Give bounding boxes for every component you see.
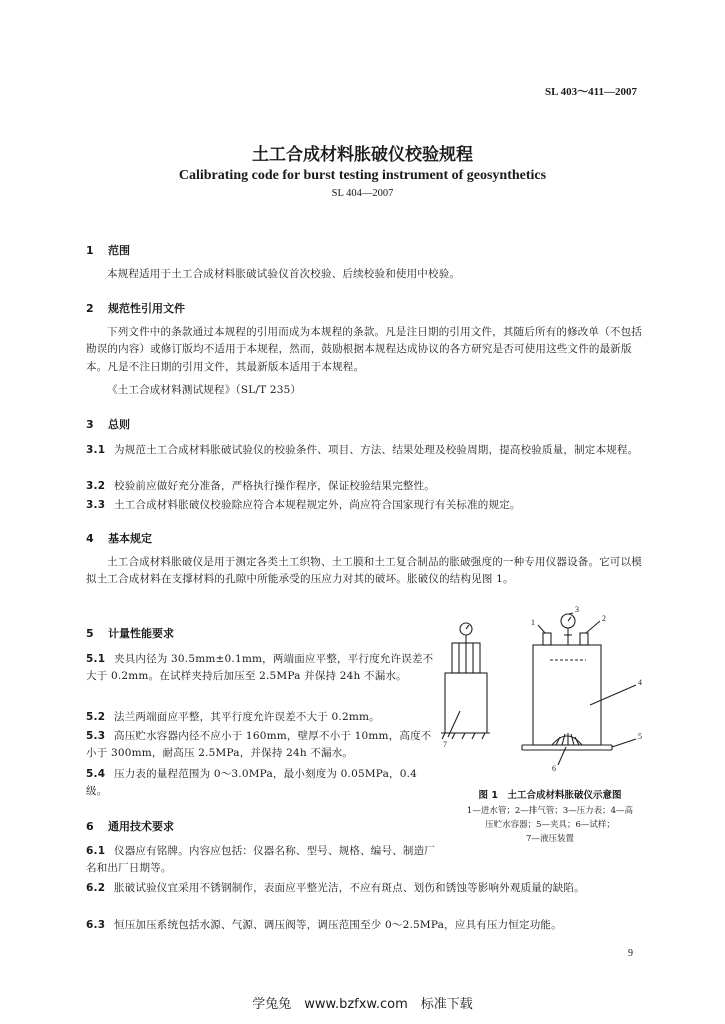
section-2-text: 下列文件中的条款通过本规程的引用而成为本规程的条款。凡是注日期的引用文件，其随后所有的修改单（不包括勘误的内容）或修订版均不适用于本规程，然而，鼓励根据本规程达成协议的各方研究是否可使用这些文件的最新版本。凡是不注日期的引用文件，其最新版本适用于本规程。 [86,326,642,373]
section-1-text: 本规程适用于土工合成材料胀破试验仪首次校验、后续校验和使用中校验。 [107,268,461,280]
figure-label-6: 6 [552,764,556,773]
pressure-container [522,613,636,765]
section-2-reference: 《土工合成材料测试规程》（SL/T 235） [107,384,302,396]
section-2-heading: 2 规范性引用文件 [86,302,185,315]
figure-label-1: 1 [531,618,535,627]
figure-label-4: 4 [638,678,642,687]
figure-label-7: 7 [443,740,447,749]
figure-label-5: 5 [638,732,642,741]
figure-label-2: 2 [602,614,606,623]
figure-legend: 1—进水管；2—排气管；3—压力表；4—高 压贮水容器；5—夹具；6—试样； 7—液压装置 [466,806,634,844]
section-4-text: 土工合成材料胀破仪是用于测定各类土工织物、土工膜和土工复合制品的胀破强度的一种专用仪器设备。它可以模拟土工合成材料在支撑材料的孔隙中所能承受的压应力对其的破坏。胀破仪的结构见图 1。 [86,556,642,586]
section-1-heading: 1 范围 [86,244,130,257]
clause-5-4: 5.4 压力表的量程范围为 0～3.0MPa，最小刻度为 0.05MPa，0.4 级。 [86,768,418,798]
hydraulic-unit [441,623,490,739]
clause-3-2: 3.2 校验前应做好充分准备，严格执行操作程序，保证校验结果完整性。 [86,480,435,492]
clause-5-1: 5.1 夹具内径为 30.5mm±0.1mm，两端面应平整，平行度允许误差不大于 0.2mm。在试样夹持后加压至 2.5MPa 并保持 24h 不漏水。 [86,653,434,683]
figure-label-3: 3 [575,605,579,614]
footer-watermark: 学兔兔 www.bzfxw.com 标准下载 [252,997,473,1012]
section-6-heading: 6 通用技术要求 [86,820,174,833]
section-4-heading: 4 基本规定 [86,532,152,545]
clause-6-2: 6.2 胀破试验仪宜采用不锈钢制作，表面应平整光洁，不应有斑点、划伤和锈蚀等影响外观质量的缺陷。 [86,882,585,894]
document-title: 土工合成材料胀破仪校验规程 [252,145,473,165]
section-3-heading: 3 总则 [86,418,130,431]
figure-caption: 图 1 土工合成材料胀破仪示意图 [478,790,622,801]
section-5-heading: 5 计量性能要求 [86,627,174,640]
standard-number: SL 403～411—2007 [545,86,637,98]
clause-6-3: 6.3 恒压加压系统包括水源、气源、调压阀等，调压范围至少 0～2.5MPa，应具有压力恒定功能。 [86,919,562,931]
clause-6-1: 6.1 仪器应有铭牌。内容应包括：仪器名称、型号、规格、编号、制造厂名和出厂日期等。 [86,845,435,875]
clause-5-3: 5.3 高压贮水容器内径不应小于 160mm，壁厚不小于 10mm，高度不小于 300mm，耐高压 2.5MPa，并保持 24h 不漏水。 [86,730,432,760]
document-code: SL 404—2007 [331,188,394,199]
clause-5-2: 5.2 法兰两端面应平整，其平行度允许误差不大于 0.2mm。 [86,711,380,723]
page-number: 9 [628,948,633,959]
clause-3-1: 3.1 为规范土工合成材料胀破试验仪的校验条件、项目、方法、结果处理及校验周期，提高校验质量，制定本规程。 [86,444,639,456]
clause-3-3: 3.3 土工合成材料胀破仪校验除应符合本规程规定外，尚应符合国家现行有关标准的规定。 [86,499,521,511]
document-subtitle: Calibrating code for burst testing instrument of geosynthetics [178,168,547,183]
burst-tester-diagram [440,605,660,775]
